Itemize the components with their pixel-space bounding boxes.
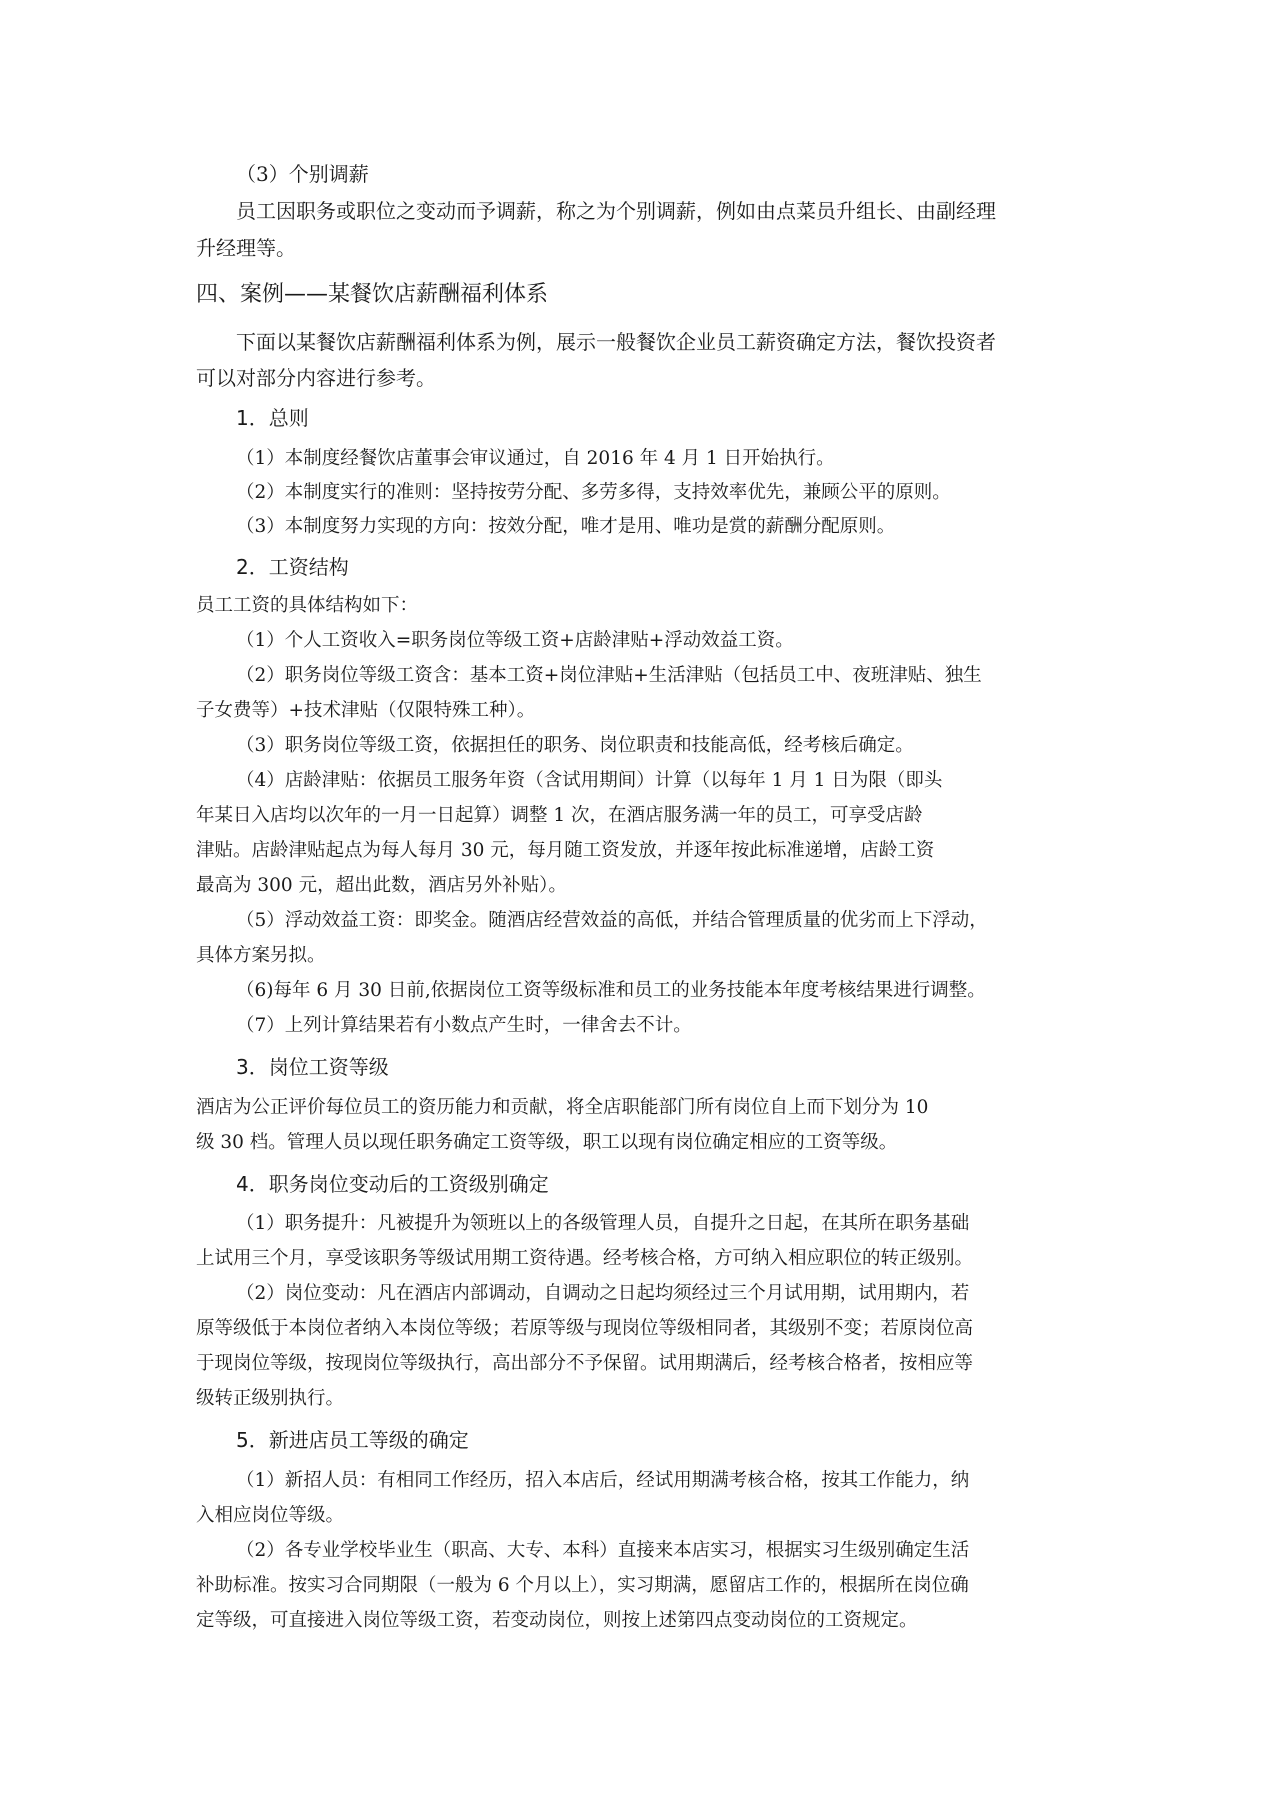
section-heading: 四、案例——某餐饮店薪酬福利体系: [196, 282, 549, 307]
paragraph-line: （2）职务岗位等级工资含：基本工资+岗位津贴+生活津贴（包括员工中、夜班津贴、独生: [236, 665, 982, 686]
subsection-title: （3）个别调薪: [236, 162, 369, 186]
paragraph-line: 补助标准。按实习合同期限（一般为 6 个月以上），实习期满，愿留店工作的，根据所在岗位确: [196, 1575, 969, 1596]
paragraph-line: 可以对部分内容进行参考。: [196, 366, 436, 390]
paragraph-line: 升经理等。: [196, 236, 296, 260]
paragraph-line: （3）本制度努力实现的方向：按效分配，唯才是用、唯功是赏的薪酬分配原则。: [236, 516, 896, 537]
paragraph-line: 定等级，可直接进入岗位等级工资，若变动岗位，则按上述第四点变动岗位的工资规定。: [196, 1610, 918, 1631]
subheading: 5．新进店员工等级的确定: [236, 1428, 469, 1452]
paragraph-line: 子女费等）+技术津贴（仅限特殊工种）。: [196, 700, 536, 721]
paragraph-line: 员工工资的具体结构如下：: [196, 595, 419, 616]
paragraph-line: 年某日入店均以次年的一月一日起算）调整 1 次，在酒店服务满一年的员工，可享受店龄: [196, 805, 923, 826]
subheading: 4．职务岗位变动后的工资级别确定: [236, 1172, 549, 1196]
paragraph-line: 级转正级别执行。: [196, 1388, 345, 1409]
paragraph-line: 具体方案另拟。: [196, 945, 326, 966]
paragraph-line: 下面以某餐饮店薪酬福利体系为例，展示一般餐饮企业员工薪资确定方法，餐饮投资者: [236, 330, 996, 354]
paragraph-line: 最高为 300 元，超出此数，酒店另外补贴）。: [196, 875, 567, 896]
paragraph-line: （5）浮动效益工资：即奖金。随酒店经营效益的高低，并结合管理质量的优劣而上下浮动，: [236, 910, 988, 931]
paragraph-line: （1）本制度经餐饮店董事会审议通过，自 2016 年 4 月 1 日开始执行。: [236, 448, 835, 469]
paragraph-line: 上试用三个月，享受该职务等级试用期工资待遇。经考核合格，方可纳入相应职位的转正级别。: [196, 1248, 974, 1269]
subheading: 1．总则: [236, 406, 309, 430]
paragraph-line: 原等级低于本岗位者纳入本岗位等级；若原等级与现岗位等级相同者，其级别不变；若原岗位高: [196, 1318, 974, 1339]
paragraph-line: （6)每年 6 月 30 日前,依据岗位工资等级标准和员工的业务技能本年度考核结果进行调整。: [236, 980, 986, 1001]
paragraph-line: （2）本制度实行的准则：坚持按劳分配、多劳多得，支持效率优先，兼顾公平的原则。: [236, 482, 951, 503]
paragraph-line: （7）上列计算结果若有小数点产生时，一律舍去不计。: [236, 1015, 692, 1036]
paragraph-line: 级 30 档。管理人员以现任职务确定工资等级，职工以现有岗位确定相应的工资等级。: [196, 1132, 898, 1153]
paragraph-line: 员工因职务或职位之变动而予调薪，称之为个别调薪，例如由点菜员升组长、由副经理: [236, 199, 996, 223]
paragraph-line: （1）职务提升：凡被提升为领班以上的各级管理人员，自提升之日起，在其所在职务基础: [236, 1213, 970, 1234]
subheading: 3．岗位工资等级: [236, 1055, 389, 1079]
subheading: 2．工资结构: [236, 555, 349, 579]
paragraph-line: （1）新招人员：有相同工作经历，招入本店后，经试用期满考核合格，按其工作能力，纳: [236, 1470, 970, 1491]
paragraph-line: 于现岗位等级，按现岗位等级执行，高出部分不予保留。试用期满后，经考核合格者，按相应等: [196, 1353, 974, 1374]
paragraph-line: 入相应岗位等级。: [196, 1505, 345, 1526]
paragraph-line: （2）各专业学校毕业生（职高、大专、本科）直接来本店实习，根据实习生级别确定生活: [236, 1540, 970, 1561]
paragraph-line: （3）职务岗位等级工资，依据担任的职务、岗位职责和技能高低，经考核后确定。: [236, 735, 914, 756]
paragraph-line: （2）岗位变动：凡在酒店内部调动，自调动之日起均须经过三个月试用期，试用期内，若: [236, 1283, 970, 1304]
paragraph-line: （1）个人工资收入=职务岗位等级工资+店龄津贴+浮动效益工资。: [236, 630, 794, 651]
paragraph-line: 酒店为公正评价每位员工的资历能力和贡献，将全店职能部门所有岗位自上而下划分为 10: [196, 1097, 929, 1118]
paragraph-line: （4）店龄津贴：依据员工服务年资（含试用期间）计算（以每年 1 月 1 日为限（即头: [236, 770, 943, 791]
paragraph-line: 津贴。店龄津贴起点为每人每月 30 元，每月随工资发放，并逐年按此标准递增，店龄工资: [196, 840, 935, 861]
